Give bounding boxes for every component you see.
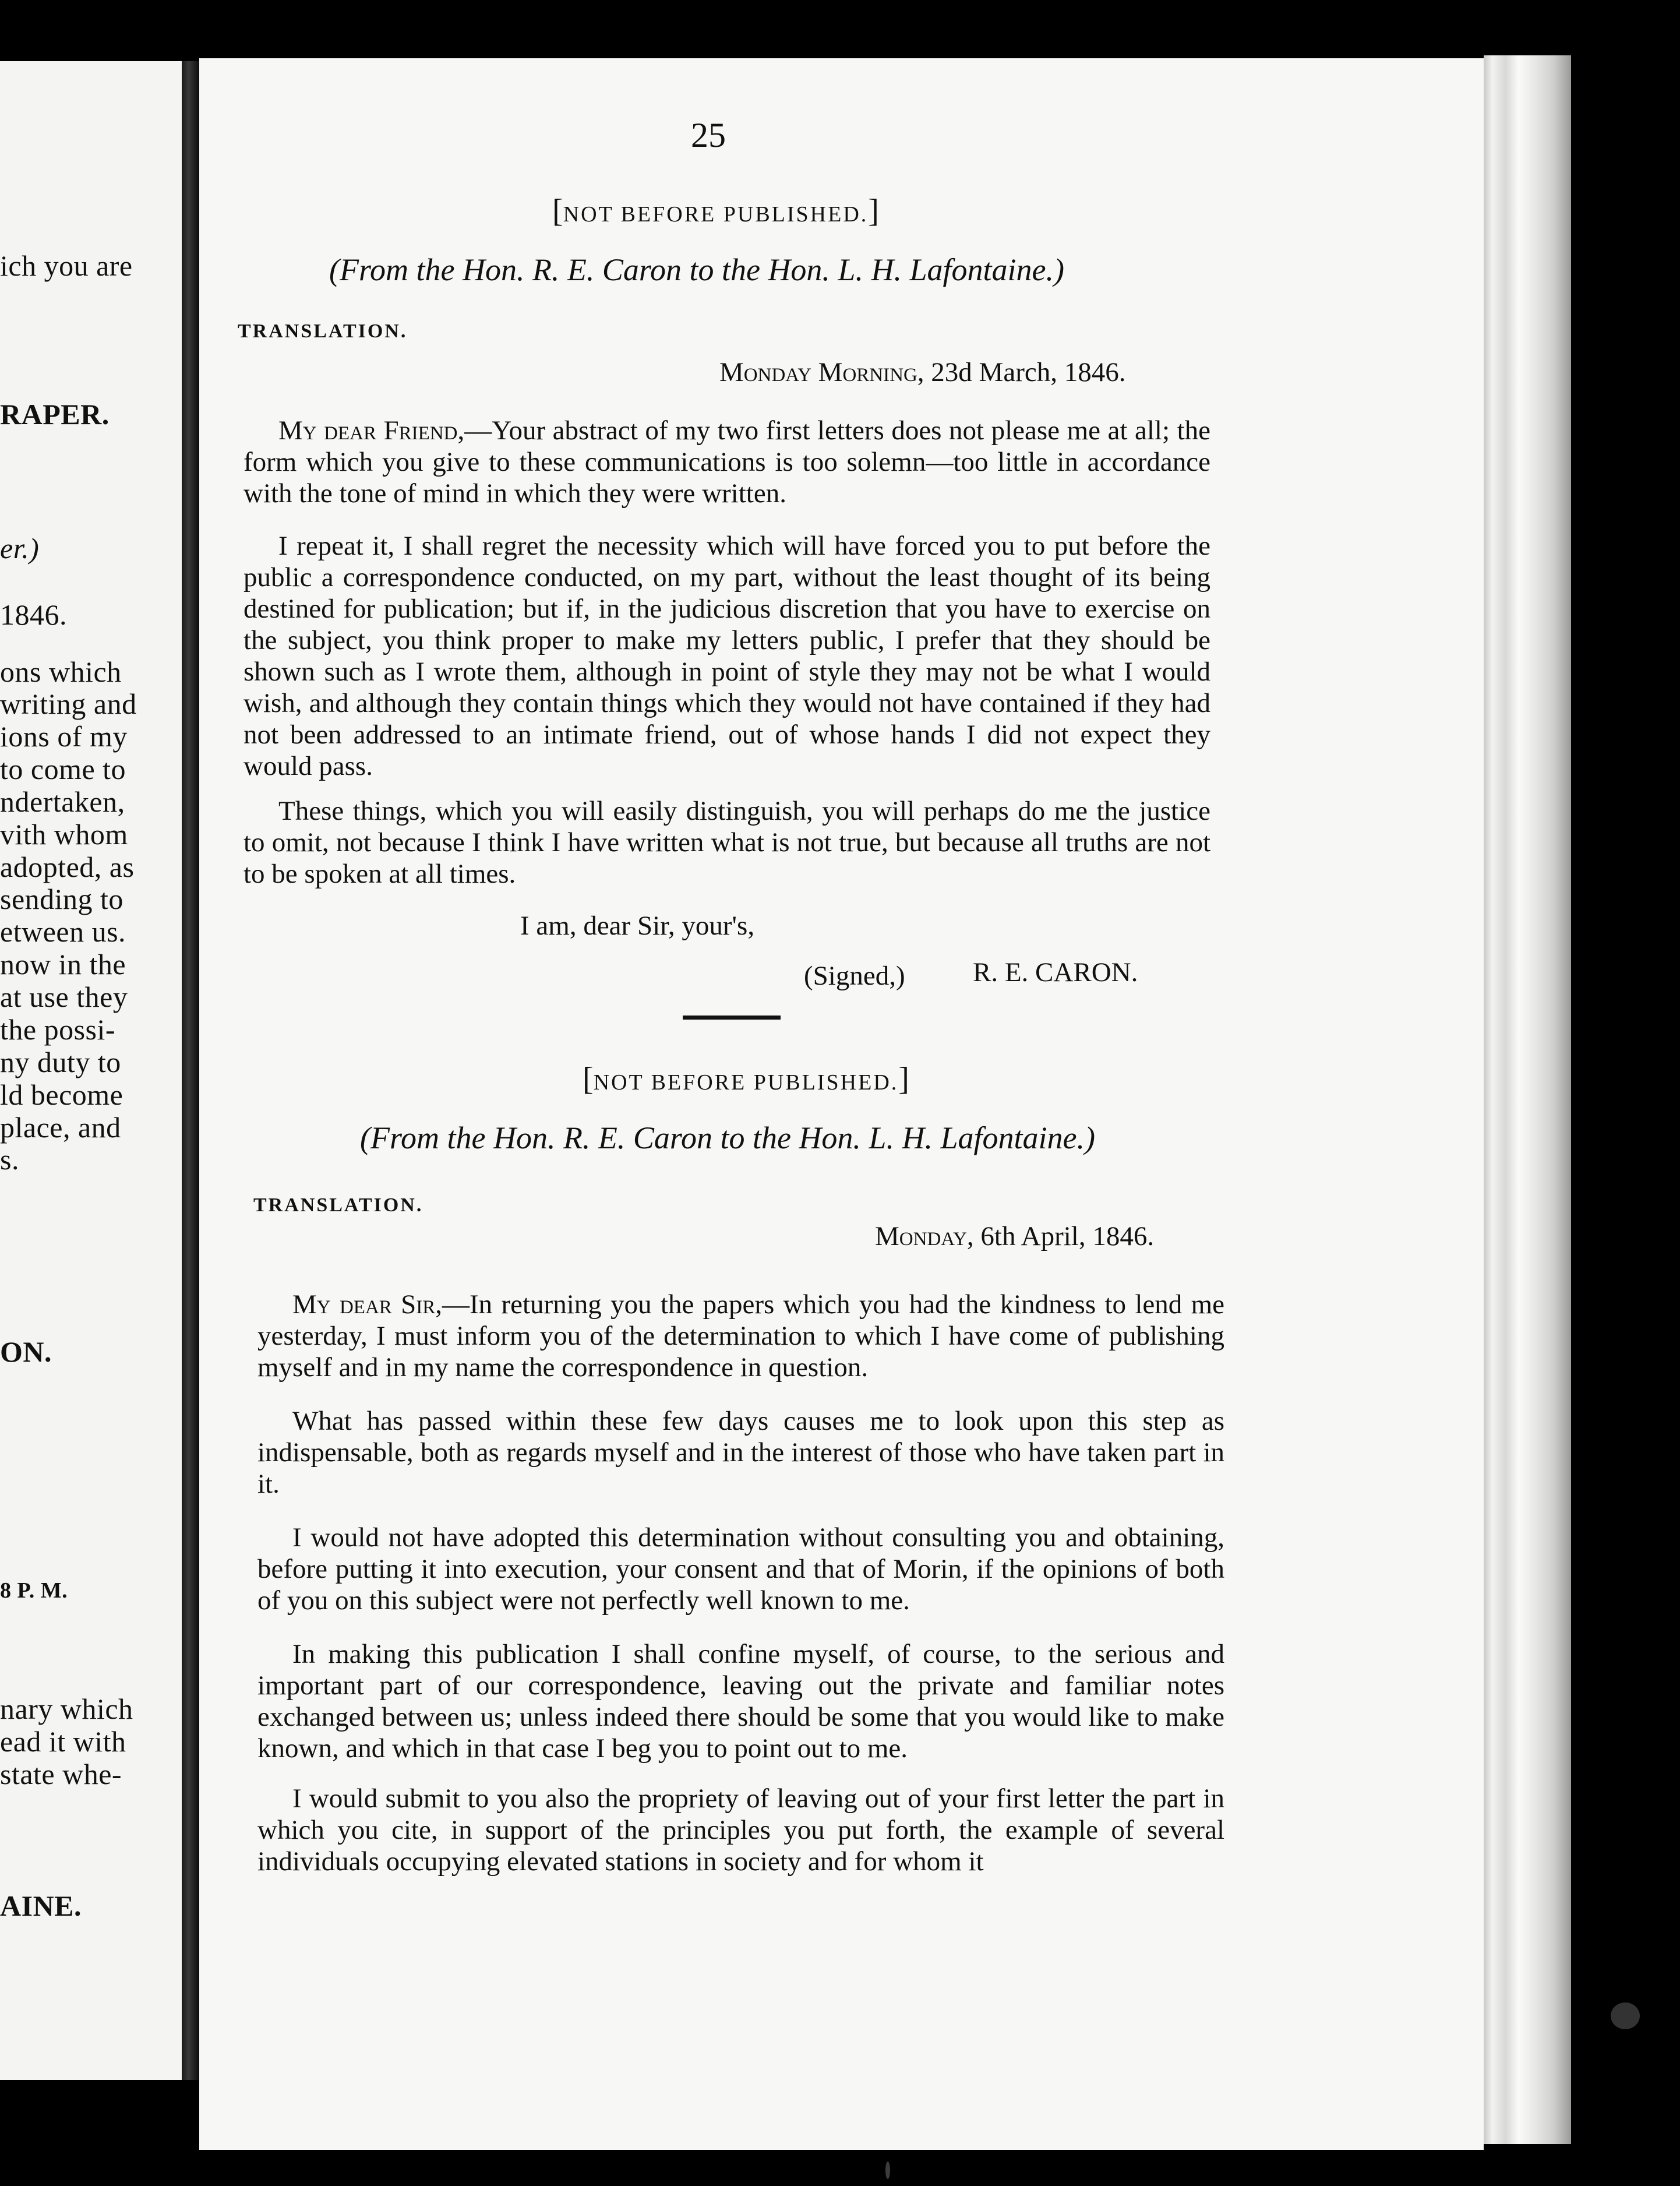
letter-paragraph: These things, which you will easily distinguish, you will perhaps do me the justice to omit, not because I think I have written what is not true, but because all truths are not to be spoken at all times.	[243, 796, 1210, 889]
closing-line: I am, dear Sir, your's,	[520, 911, 755, 941]
letter-paragraph	[243, 415, 1210, 509]
letter-paragraph: I repeat it, I shall regret the necessity which will have forced you to put before the public a correspondence conducted, on my part, without the least thought of its being destined for publication; but if, in the judicious discretion that you have to exercise on the subject, you think proper to make my letters public, I prefer that they should be shown such as I wrote them, although in point of style they may not be what I would wish, and although they contain things which they would not have contained if they had not been addressed to an intimate friend, out of whose hands I did not expect they would pass.	[243, 531, 1210, 781]
letter-date-rest: 6th April, 1846.	[973, 1221, 1155, 1251]
left-page-fragment: s.	[0, 1143, 19, 1176]
letter-paragraph: What has passed within these few days causes me to look upon this step as indispensable, both as regards myself and in the interest of those who have taken part in it.	[257, 1406, 1224, 1499]
publication-note-text: NOT BEFORE PUBLISHED.	[593, 1070, 899, 1095]
letter-paragraph: In making this publication I shall confine myself, of course, to the serious and important part of our correspondence, leaving out the private and familiar notes exchanged between us; unless indeed there should be some that you would like to make known, and which in that case I beg you to point out to me.	[257, 1639, 1224, 1764]
section-divider	[683, 1016, 781, 1020]
publication-note: [NOT BEFORE PUBLISHED.]	[583, 1061, 909, 1097]
left-page-fragment: adopted, as	[0, 851, 135, 883]
salutation: My dear Sir,	[292, 1289, 442, 1320]
left-page-fragment: 8 P. M.	[0, 1578, 68, 1603]
left-page-fragment: the possi-	[0, 1013, 116, 1046]
publication-note-text: NOT BEFORE PUBLISHED.	[563, 202, 869, 227]
background-speck	[885, 2162, 890, 2179]
left-page-fragment: ON.	[0, 1335, 52, 1368]
letter-date-day: Monday,	[875, 1221, 974, 1251]
salutation: My dear Friend,	[278, 415, 465, 446]
paragraph-text: —In returning you the papers which you had the kindness to lend me yesterday, I must inform you of the determination to which I have come of publishing myself and in my name the correspondence in question.	[257, 1289, 1224, 1383]
left-page-fragment: place, and	[0, 1111, 121, 1144]
letter-source: (From the Hon. R. E. Caron to the Hon. L. H. Lafontaine.)	[329, 252, 1064, 287]
left-page-fragment: to come to	[0, 753, 126, 785]
left-page-fragment: ld become	[0, 1078, 123, 1111]
page-number: 25	[691, 116, 726, 154]
left-page-fragment: state whe-	[0, 1758, 122, 1790]
left-page-fragment: writing and	[0, 687, 137, 720]
left-page-fragment: ead it with	[0, 1725, 126, 1758]
letter-paragraph: I would not have adopted this determination without consulting you and obtaining, before putting it into execution, your consent and that of Morin, if the opinions of both of you on this subject were not perfectly well known to me.	[257, 1522, 1224, 1616]
paragraph-text: —Your abstract of my two first letters does not please me at all; the form which you give to these communications is too solemn—too little in accordance with the tone of mind in which they were written.	[243, 415, 1210, 509]
signature: R. E. CARON.	[973, 957, 1138, 988]
left-page-fragment: ndertaken,	[0, 785, 125, 818]
publication-note: [NOT BEFORE PUBLISHED.]	[552, 193, 879, 229]
translation-label: TRANSLATION.	[238, 320, 408, 342]
page-edge	[1484, 55, 1571, 2144]
letter-source: (From the Hon. R. E. Caron to the Hon. L. H. Lafontaine.)	[360, 1120, 1095, 1155]
left-page-fragment: AINE.	[0, 1889, 82, 1922]
left-page-fragment: sending to	[0, 883, 123, 915]
left-page-fragment: 1846.	[0, 598, 67, 631]
left-page-fragment: etween us.	[0, 915, 126, 948]
left-page-fragment: ons which	[0, 655, 122, 688]
letter-date	[875, 1221, 1154, 1252]
left-page-fragment: ich you are	[0, 249, 133, 282]
letter-date-day: Monday Morning,	[719, 357, 924, 387]
book-spine	[182, 61, 199, 2080]
left-page-fragment: ny duty to	[0, 1046, 121, 1078]
letter-paragraph	[257, 1289, 1224, 1383]
left-page	[0, 61, 182, 2080]
left-page-fragment: er.)	[0, 532, 40, 565]
background-speck	[1611, 2002, 1640, 2029]
left-page-fragment: vith whom	[0, 818, 128, 851]
letter-paragraph: I would submit to you also the propriety of leaving out of your first letter the part in which you cite, in support of the principles you put forth, the example of several individuals occupying elevated stations in society and for whom it	[257, 1783, 1224, 1877]
signed-label: (Signed,)	[804, 961, 905, 991]
letter-date	[719, 357, 1125, 388]
left-page-fragment: at use they	[0, 981, 128, 1013]
left-page-fragment: now in the	[0, 948, 126, 981]
letter-date-rest: 23d March, 1846.	[924, 357, 1126, 387]
left-page-fragment: nary which	[0, 1693, 133, 1725]
left-page-fragment: ions of my	[0, 720, 128, 753]
left-page-fragment: RAPER.	[0, 398, 110, 431]
translation-label: TRANSLATION.	[253, 1194, 423, 1216]
